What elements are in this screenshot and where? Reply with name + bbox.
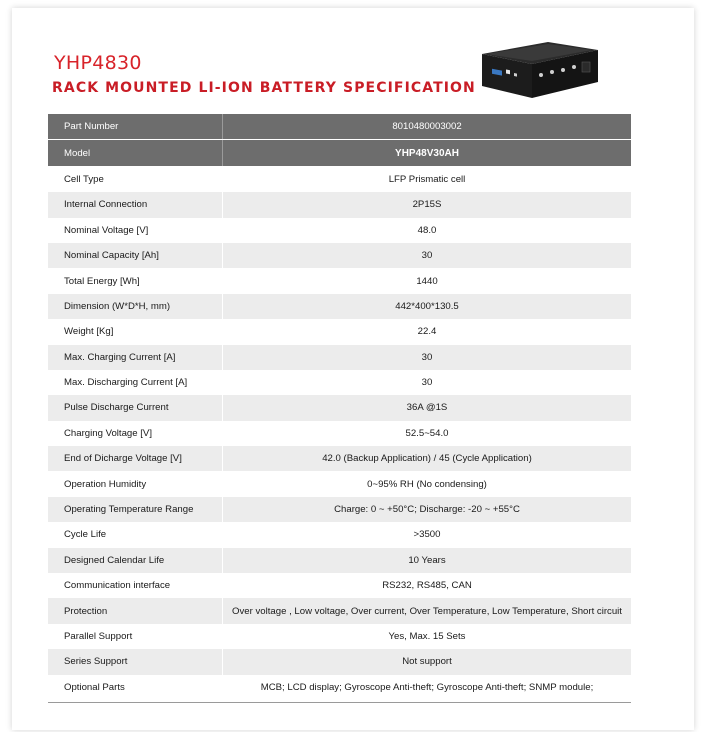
- rack-battery-icon: [478, 40, 600, 100]
- row-value: 30: [223, 243, 632, 268]
- table-row: [48, 140, 631, 166]
- row-value: 1440: [223, 268, 632, 293]
- table-row: [48, 471, 631, 496]
- table-bottom-divider: [48, 702, 631, 703]
- row-value: 10 Years: [223, 548, 632, 573]
- row-value: >3500: [223, 522, 632, 547]
- table-row: [48, 421, 631, 446]
- row-label: Nominal Voltage [V]: [48, 218, 223, 243]
- row-label: Operating Temperature Range: [48, 497, 223, 522]
- spec-subtitle: RACK MOUNTED LI-ION BATTERY SPECIFICATION: [52, 80, 476, 96]
- table-row: [48, 345, 631, 370]
- row-value: MCB; LCD display; Gyroscope Anti-theft; Gyroscope Anti-theft; SNMP module;: [223, 675, 632, 700]
- table-row: [48, 218, 631, 243]
- row-label: Communication interface: [48, 573, 223, 598]
- table-row: [48, 166, 631, 192]
- row-label: Max. Discharging Current [A]: [48, 370, 223, 395]
- table-row: [48, 192, 631, 217]
- table-row: [48, 522, 631, 547]
- table-row: [48, 294, 631, 319]
- table-row: [48, 268, 631, 293]
- row-label: Model: [48, 140, 223, 166]
- row-label: Cycle Life: [48, 522, 223, 547]
- row-value: LFP Prismatic cell: [223, 166, 632, 192]
- row-label: Charging Voltage [V]: [48, 421, 223, 446]
- table-row: [48, 395, 631, 420]
- row-value: 42.0 (Backup Application) / 45 (Cycle Application): [223, 446, 632, 471]
- row-label: Pulse Discharge Current: [48, 395, 223, 420]
- row-value: 2P15S: [223, 192, 632, 217]
- spec-table: [48, 114, 631, 700]
- row-label: Series Support: [48, 649, 223, 674]
- row-value: 8010480003002: [223, 114, 632, 140]
- table-row: [48, 114, 631, 140]
- table-row: [48, 675, 631, 700]
- row-value: Yes, Max. 15 Sets: [223, 624, 632, 649]
- row-label: Internal Connection: [48, 192, 223, 217]
- row-value: 22.4: [223, 319, 632, 344]
- table-row: [48, 370, 631, 395]
- row-label: Dimension (W*D*H, mm): [48, 294, 223, 319]
- row-label: Total Energy [Wh]: [48, 268, 223, 293]
- row-value: 48.0: [223, 218, 632, 243]
- row-value: 30: [223, 370, 632, 395]
- table-row: [48, 319, 631, 344]
- table-row: [48, 573, 631, 598]
- row-label: Max. Charging Current [A]: [48, 345, 223, 370]
- row-label: Operation Humidity: [48, 471, 223, 496]
- row-label: Designed Calendar Life: [48, 548, 223, 573]
- table-row: [48, 624, 631, 649]
- table-row: [48, 497, 631, 522]
- table-row: [48, 598, 631, 623]
- row-label: Parallel Support: [48, 624, 223, 649]
- row-label: Protection: [48, 598, 223, 623]
- row-label: End of Dicharge Voltage [V]: [48, 446, 223, 471]
- row-value: 52.5~54.0: [223, 421, 632, 446]
- row-value: YHP48V30AH: [223, 140, 632, 166]
- table-row: [48, 243, 631, 268]
- table-row: [48, 446, 631, 471]
- row-label: Part Number: [48, 114, 223, 140]
- table-row: [48, 649, 631, 674]
- row-value: Not support: [223, 649, 632, 674]
- row-label: Nominal Capacity [Ah]: [48, 243, 223, 268]
- row-label: Optional Parts: [48, 675, 223, 700]
- row-value: 0~95% RH (No condensing): [223, 471, 632, 496]
- table-row: [48, 548, 631, 573]
- row-value: RS232, RS485, CAN: [223, 573, 632, 598]
- row-label: Cell Type: [48, 166, 223, 192]
- row-value: 442*400*130.5: [223, 294, 632, 319]
- model-title: YHP4830: [54, 52, 142, 74]
- row-value: Over voltage , Low voltage, Over current, Over Temperature, Low Temperature, Short circuit: [223, 598, 632, 623]
- row-label: Weight [Kg]: [48, 319, 223, 344]
- row-value: Charge: 0 ~ +50°C; Discharge: -20 ~ +55°C: [223, 497, 632, 522]
- row-value: 36A @1S: [223, 395, 632, 420]
- row-value: 30: [223, 345, 632, 370]
